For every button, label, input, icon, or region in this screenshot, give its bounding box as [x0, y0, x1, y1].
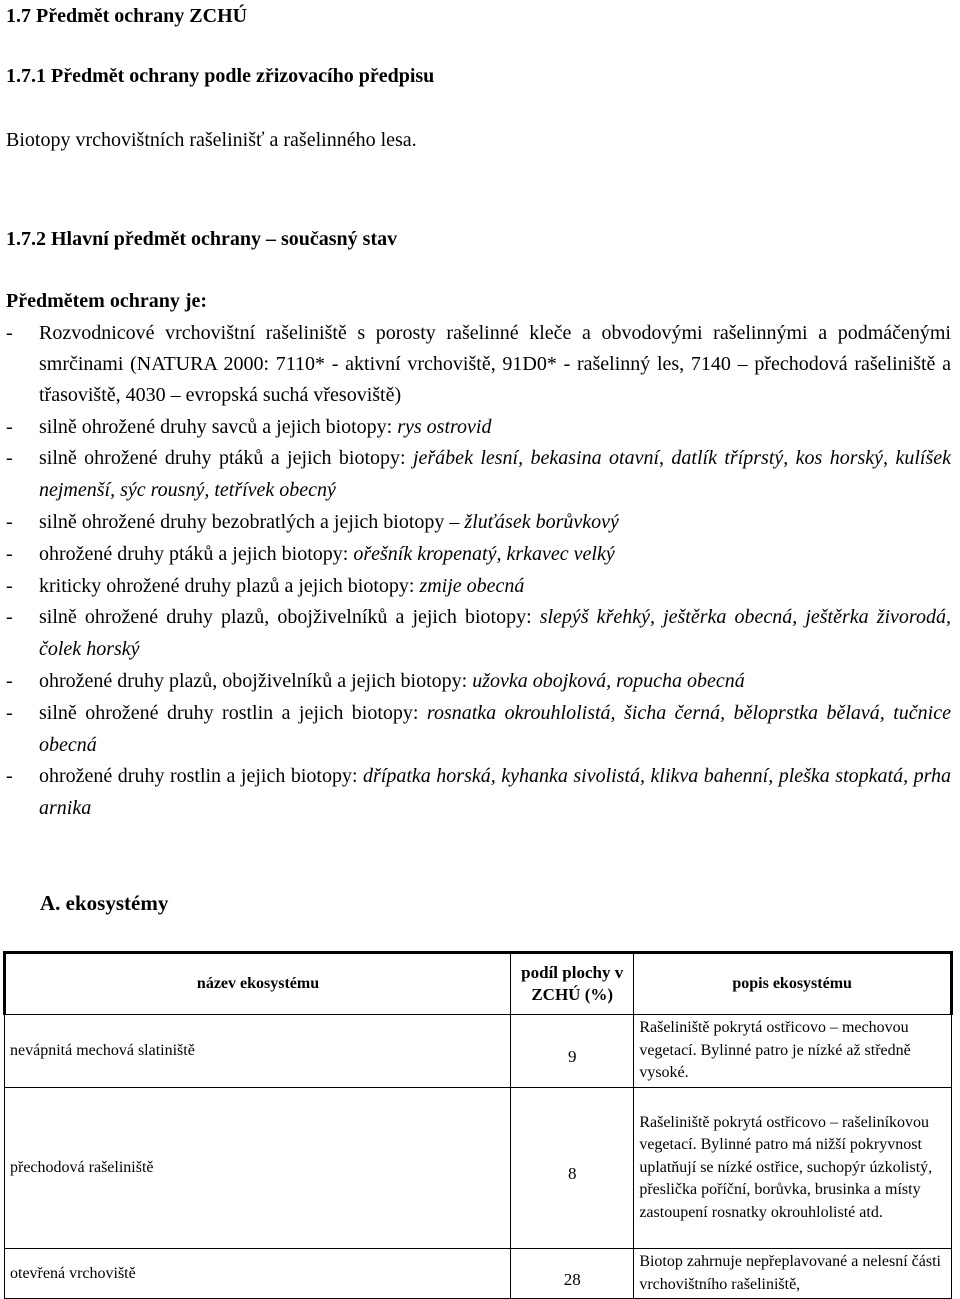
cell-name: přechodová rašeliniště [5, 1088, 511, 1249]
cell-share: 28 [511, 1249, 634, 1299]
cell-name: nevápnitá mechová slatiniště [5, 1015, 511, 1088]
list-item: - silně ohrožené druhy ptáků a jejich biotopy: jeřábek lesní, bekasina otavní, datlík tříprstý, kos horský, kulíšek nejmenší, sýc rousný, tetřívek obecný [6, 447, 951, 502]
cell-description: Rašeliniště pokrytá ostřicovo – rašeliníkovou vegetací. Bylinné patro má nižší pokryvnost uplatňují se nízké ostřice, suchopýr úzkolistý, přeslička poříční, borůvka, brusinka a místy zastoupení rosnatky okrouhlolisté atd. [634, 1088, 952, 1249]
intro-text: Předmětem ochrany je: [6, 290, 208, 312]
header-description: popis ekosystému [634, 953, 952, 1015]
ekosystemy-table [3, 951, 953, 1299]
protection-list [6, 318, 951, 825]
heading-1-7-1: 1.7.1 Předmět ochrany podle zřizovacího předpisu [6, 65, 435, 87]
list-item: - Rozvodnicové vrchovištní rašeliniště s porosty rašelinné kleče a obvodovými rašelinnými a podmáčenými smrčinami (NATURA 2000: 7110* - aktivní vrchoviště, 91D0* - rašelinný les, 7140 – přechodová rašeliniště a třasoviště, 4030 – evropská suchá vřesoviště) [6, 322, 951, 407]
list-item: - silně ohrožené druhy bezobratlých a jejich biotopy – žluťásek borůvkový [6, 511, 619, 533]
heading-1-7-2: 1.7.2 Hlavní předmět ochrany – současný stav [6, 228, 398, 250]
list-item: - ohrožené druhy rostlin a jejich biotopy: dřípatka horská, kyhanka sivolistá, klikva bahenní, pleška stopkatá, prha arnika [6, 765, 951, 820]
cell-description: Biotop zahrnuje nepřeplavované a nelesní části vrchovištního rašeliniště, [634, 1249, 952, 1299]
cell-name: otevřená vrchoviště [5, 1249, 511, 1299]
table-row [5, 1088, 952, 1249]
table-row [5, 1249, 952, 1299]
header-share: podíl plochy v ZCHÚ (%) [511, 953, 634, 1015]
list-item: - ohrožené druhy ptáků a jejich biotopy: ořešník kropenatý, krkavec velký [6, 542, 615, 565]
cell-description: Rašeliniště pokrytá ostřicovo – mechovou vegetací. Bylinné patro je nízké až středně vysoké. [634, 1015, 952, 1088]
list-item: - silně ohrožené druhy rostlin a jejich biotopy: rosnatka okrouhlolistá, šicha černá, běloprstka bělavá, tučnice obecná [6, 701, 951, 756]
table-row [5, 1015, 952, 1088]
list-item: - silně ohrožené druhy savců a jejich biotopy: rys ostrovid [6, 415, 492, 438]
list-item: - silně ohrožené druhy plazů, obojživelníků a jejich biotopy: slepýš křehký, ještěrka obecná, ještěrka živorodá, čolek horský [6, 606, 951, 661]
section-title-ekosystemy: A. ekosystémy [40, 891, 169, 915]
heading-1-7-1-text: Biotopy vrchovištních rašelinišť a rašelinného lesa. [6, 129, 417, 151]
list-item: - ohrožené druhy plazů, obojživelníků a jejich biotopy: užovka obojková, ropucha obecná [6, 669, 745, 692]
table-header-row [5, 953, 952, 1015]
cell-share: 9 [511, 1015, 634, 1088]
list-item: - kriticky ohrožené druhy plazů a jejich biotopy: zmije obecná [6, 574, 525, 597]
header-name: název ekosystému [5, 953, 511, 1015]
cell-share: 8 [511, 1088, 634, 1249]
heading-1-7: 1.7 Předmět ochrany ZCHÚ [6, 5, 248, 27]
